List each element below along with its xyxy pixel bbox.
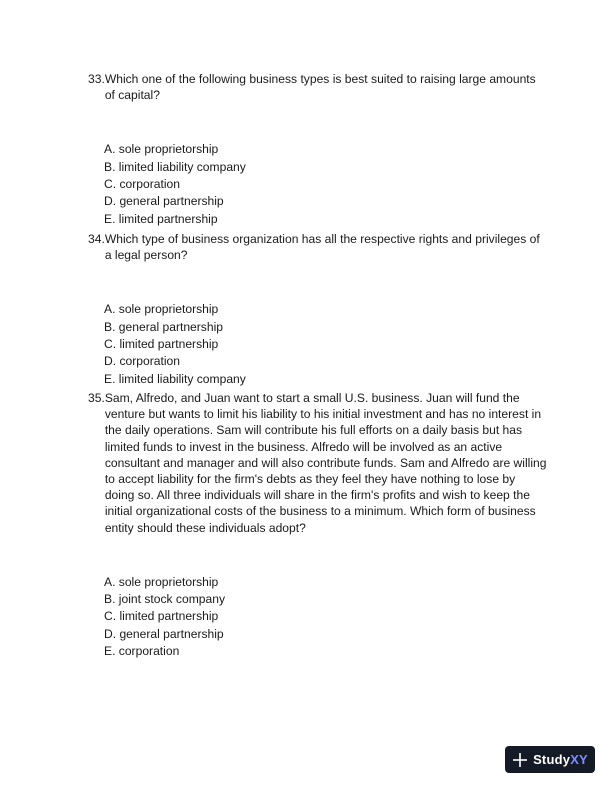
studyxy-logo-text [533, 752, 588, 767]
option-c: C. limited partnership [104, 337, 219, 351]
plus-icon [512, 752, 528, 768]
studyxy-badge[interactable] [505, 746, 595, 773]
answer-options [104, 574, 548, 660]
option-c: C. limited partnership [104, 609, 219, 624]
option-b: B. limited liability company [104, 159, 246, 174]
question-33 [88, 71, 548, 228]
logo-text-xy: XY [570, 752, 588, 767]
option-b: B. joint stock company [104, 592, 225, 607]
question-text: Which type of business organization has all the respective rights and privileges of a legal person? [104, 232, 540, 263]
logo-text-study: Study [533, 752, 571, 767]
option-e: E. corporation [104, 644, 180, 659]
option-a: A. sole proprietorship [104, 574, 219, 589]
option-a: A. sole proprietorship [104, 302, 219, 317]
question-number: 33. [88, 72, 105, 86]
question-number: 35. [88, 391, 105, 405]
question-35 [88, 390, 548, 660]
question-number: 34. [88, 232, 105, 246]
question-text: Sam, Alfredo, and Juan want to start a small U.S. business. Juan will fund the venture but wants to limit his liability to his initial investment and has no interest in the daily operations. Sam will contribute his full efforts on a daily basis but has limited funds to invest in the business. Alfredo will be involved as an active consultant and manager and will also contribute funds. Sam and Alfredo are willing to accept liability for the firm's debts as they feel they have nothing to lose by doing so. All three individuals will share in the firm's profits and wish to keep the initial organizational costs of the business to a minimum. Which form of business entity should these individuals adopt? [104, 391, 547, 535]
option-d: D. general partnership [104, 194, 224, 209]
option-d: D. corporation [104, 354, 180, 369]
question-text: Which one of the following business types is best suited to raising large amounts of capital? [104, 72, 536, 103]
option-b: B. general partnership [104, 319, 223, 334]
option-d: D. general partnership [104, 626, 224, 641]
option-e: E. limited liability company [104, 371, 246, 386]
option-c: C. corporation [104, 177, 180, 191]
answer-options [104, 141, 548, 227]
option-a: A. sole proprietorship [104, 142, 219, 157]
option-e: E. limited partnership [104, 211, 218, 226]
answer-options [104, 301, 548, 387]
question-34 [88, 231, 548, 388]
